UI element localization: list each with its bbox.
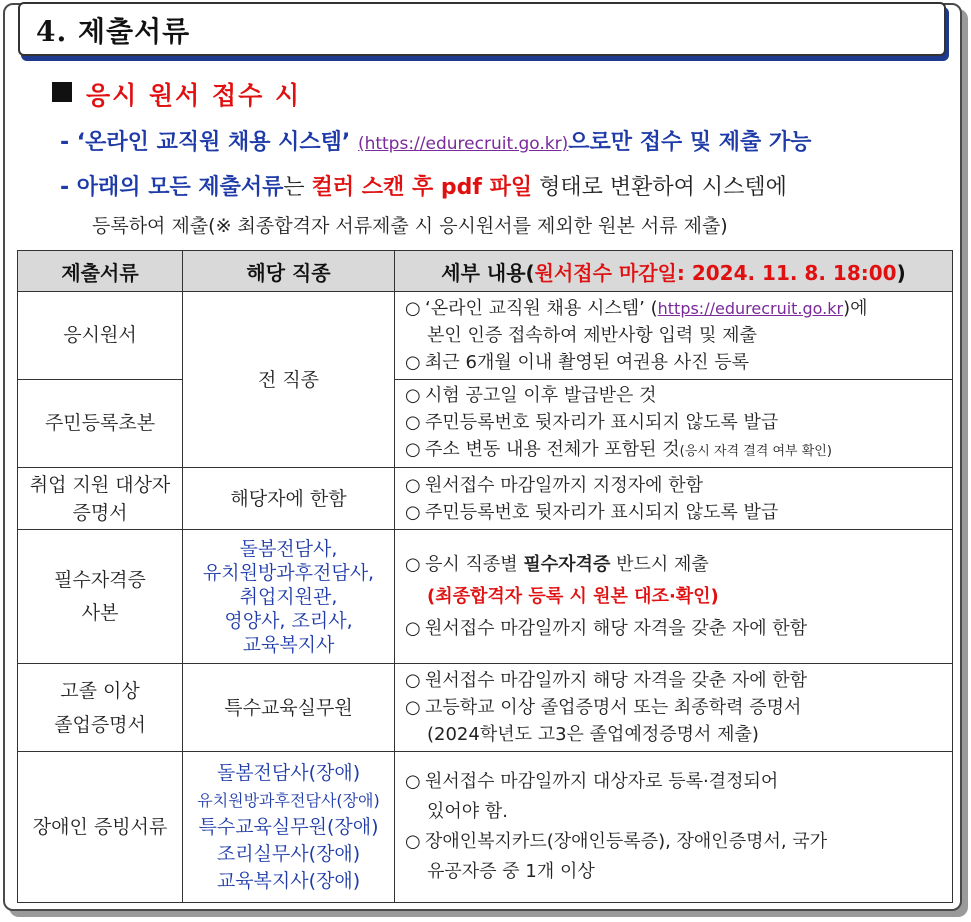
job-license: 돌봄전담사, 유치원방과후전담사, 취업지원관, 영양사, 조리사, 교육복지사 [183,530,395,664]
table-row [18,380,953,468]
color-scan-pdf: 컬러 스캔 후 pdf 파일 [311,175,533,200]
edurecruit-link-2[interactable]: https://edurecruit.go.kr [657,299,844,318]
job-graduation: 특수교육실무원 [183,664,395,752]
table-row [18,664,953,752]
original-check-note: (최종합격자 등록 시 원본 대조·확인) [427,585,719,607]
table-row [18,752,953,903]
header-documents: 제출서류 [18,251,183,292]
system-name: ‘온라인 교직원 채용 시스템’ [76,130,351,155]
notice-line-1-suffix: 으로만 접수 및 제출 가능 [568,130,812,155]
table-row [18,530,953,664]
dash: - [60,130,77,155]
doc-resident: 주민등록초본 [18,380,183,468]
notice-line-1 [60,125,811,156]
edurecruit-link[interactable]: (https://edurecruit.go.kr) [357,134,569,154]
page-title: 4. 제출서류 [36,15,191,48]
job-disability: 돌봄전담사(장애) 유치원방과후전담사(장애) 특수교육실무원(장애) 조리실무사(장애) 교육복지사(장애) [183,752,395,903]
notice-line-2: - 아래의 모든 제출서류는 컬러 스캔 후 pdf 파일 형태로 변환하여 시스템에 [60,175,787,200]
table-header-row [18,251,953,292]
detail-disability: ○ 원서접수 마감일까지 대상자로 등록·결정되어 있어야 함. ○ 장애인복지카드(장애인등록증), 장애인증명서, 국가 유공자증 중 1개 이상 [395,752,953,903]
job-all: 전 직종 [183,292,395,468]
table-row [18,468,953,530]
detail-resident: ○ 시험 공고일 이후 발급받은 것 ○ 주민등록번호 뒷자리가 표시되지 않도록 발급 ○ 주소 변동 내용 전체가 포함된 것(응시 자격 결격 여부 확인) [395,380,953,468]
doc-application: 응시원서 [18,292,183,380]
deadline: 원서접수 마감일: 2024. 11. 8. 18:00 [534,260,897,285]
doc-license: 필수자격증 사본 [18,530,183,664]
section-header [18,2,946,56]
job-employment: 해당자에 한함 [183,468,395,530]
all-documents: 아래의 모든 제출서류 [76,175,284,200]
doc-graduation: 고졸 이상 졸업증명서 [18,664,183,752]
doc-employment: 취업 지원 대상자 증명서 [18,468,183,530]
notice-line-3: 등록하여 제출(※ 최종합격자 서류제출 시 응시원서를 제외한 원본 서류 제출) [92,215,728,237]
table-row [18,292,953,380]
detail-license: ○ 응시 직종별 필수자격증 반드시 제출 (최종합격자 등록 시 원본 대조·확인) ○ 원서접수 마감일까지 해당 자격을 갖춘 자에 한함 [395,530,953,664]
header-detail: 세부 내용(원서접수 마감일: 2024. 11. 8. 18:00) [395,251,953,292]
section-heading: 응시 원서 접수 시 [86,81,302,110]
documents-table [17,250,953,903]
detail-graduation: ○ 원서접수 마감일까지 해당 자격을 갖춘 자에 한함 ○ 고등학교 이상 졸업증명서 또는 최종학력 증명서 (2024학년도 고3은 졸업예정증명서 제출) [395,664,953,752]
detail-application: ○ ‘온라인 교직원 채용 시스템’ (https://edurecruit.go.kr)에 본인 인증 접속하여 제반사항 입력 및 제출 ○ 최근 6개월 이내 촬영된 여권용 사진 등록 [395,292,953,380]
square-bullet-icon [52,82,72,102]
doc-disability: 장애인 증빙서류 [18,752,183,903]
detail-employment: ○ 원서접수 마감일까지 지정자에 한함 ○ 주민등록번호 뒷자리가 표시되지 않도록 발급 [395,468,953,530]
header-job: 해당 직종 [183,251,395,292]
